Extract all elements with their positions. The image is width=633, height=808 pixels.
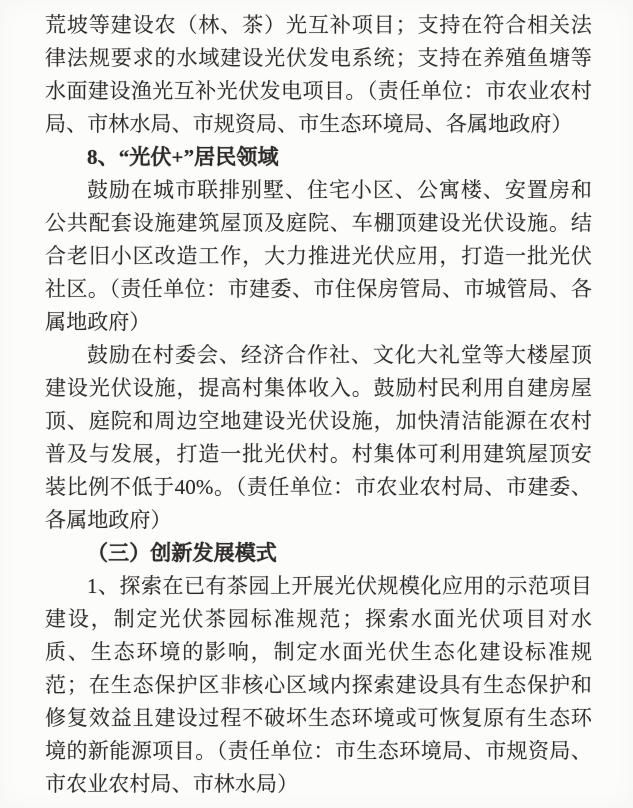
- paragraph-village-pv: 鼓励在村委会、经济合作社、文化大礼堂等大楼屋顶建设光伏设施，提高村集体收入。鼓励村民利用自建房屋顶、庭院和周边空地建设光伏设施，加快清洁能源在农村普及与发展，打造一批光伏村。村集体可利用建筑屋顶安装比例不低于40%。（责任单位：市农业农村局、市建委、各属地政府）: [45, 343, 592, 532]
- paragraph-agrivoltaics-continued: 荒坡等建设农（林、茶）光互补项目；支持在符合相关法律法规要求的水域建设光伏发电系统；支持在养殖鱼塘等水面建设渔光互补光伏发电项目。（责任单位：市农业农村局、市林水局、市规资局、市生态环境局、各属地政府）: [45, 13, 592, 136]
- section-heading-innovative-development-model: （三）创新发展模式: [87, 541, 277, 565]
- paragraph-urban-residential-pv: 鼓励在城市联排别墅、住宅小区、公寓楼、安置房和公共配套设施建筑屋顶及庭院、车棚顶建设光伏设施。结合老旧小区改造工作，大力推进光伏应用，打造一批光伏社区。（责任单位：市建委、市住保房管局、市城管局、各属地政府）: [45, 178, 592, 334]
- section-heading-pv-plus-residents: 8、“光伏+”居民领域: [87, 145, 279, 169]
- paragraph-exploration-demonstration-projects: 1、探索在已有茶园上开展光伏规模化应用的示范项目建设，制定光伏茶园标准规范；探索水面光伏项目对水质、生态环境的影响，制定水面光伏生态化建设标准规范；在生态保护区非核心区域内探索建设具有生态保护和修复效益且建设过程不破坏生态环境或可恢复原有生态环境的新能源项目。（责任单位：市生态环境局、市规资局、市农业农村局、市林水局）: [45, 574, 592, 796]
